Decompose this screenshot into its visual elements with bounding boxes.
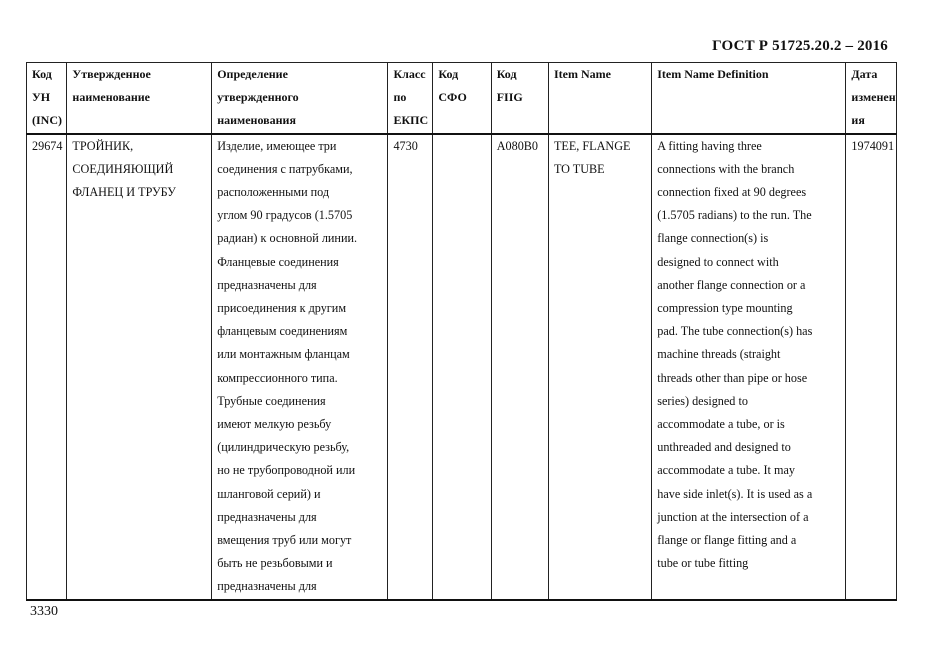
cell-line: Трубные соединения — [217, 393, 326, 408]
cell-line: accommodate a tube, or is — [657, 417, 785, 432]
cell-line: Определение — [217, 67, 288, 81]
header-sfo — [433, 63, 491, 134]
cell-line: tube or tube fitting — [657, 556, 749, 571]
cell-line: accommodate a tube. It may — [657, 463, 795, 478]
document-standard-header: ГОСТ Р 51725.20.2 – 2016 — [712, 38, 888, 54]
cell-definition — [212, 134, 388, 600]
cell-class — [388, 134, 433, 600]
cell-line: СОЕДИНЯЮЩИЙ — [72, 161, 174, 176]
cell-line: FIIG — [496, 90, 523, 105]
cell-line: предназначены для — [217, 277, 317, 292]
cell-line: Фланцевые соединения — [217, 254, 339, 269]
cell-line: имеют мелкую резьбу — [217, 417, 332, 432]
cell-line: Код — [438, 67, 459, 81]
cell-line: compression type mounting — [657, 301, 793, 316]
cell-line: junction at the intersection of a — [657, 509, 809, 524]
header-inc — [27, 63, 67, 134]
cell-line: (1.5705 radians) to the run. The — [657, 208, 812, 223]
cell-line: ТРОЙНИК, — [72, 138, 134, 153]
header-item-definition — [652, 63, 846, 134]
cell-line: flange connection(s) is — [657, 231, 769, 246]
header-class — [388, 63, 433, 134]
header-definition — [212, 63, 388, 134]
cell-item-name — [548, 134, 651, 600]
cell-line: designed to connect with — [657, 254, 779, 269]
cell-line: Item Name Definition — [657, 67, 769, 81]
cell-line: (INC) — [32, 113, 62, 128]
cell-line: быть не резьбовыми и — [217, 556, 333, 571]
cell-sfo — [433, 134, 491, 600]
cell-line: углом 90 градусов (1.5705 — [217, 208, 353, 223]
page-number: 3330 — [30, 604, 58, 619]
cell-line: pad. The tube connection(s) has — [657, 324, 813, 339]
cell-line: ФЛАНЕЦ И ТРУБУ — [72, 185, 176, 200]
cell-line: connections with the branch — [657, 161, 795, 176]
cell-line: (цилиндрическую резьбу, — [217, 440, 350, 455]
cell-line: УН — [32, 90, 51, 105]
cell-line: TEE, FLANGE — [553, 138, 631, 153]
cell-line: Утвержденное — [72, 67, 151, 81]
cell-line: изменен — [851, 90, 896, 105]
cell-line: threads other than pipe or hose — [657, 370, 808, 385]
table-header-row — [27, 63, 897, 134]
cell-line: another flange connection or a — [657, 277, 806, 292]
header-change-date — [846, 63, 897, 134]
cell-line: шланговой серий) и — [217, 486, 321, 501]
cell-line: наименования — [217, 113, 296, 128]
cell-line: A fitting having three — [657, 138, 762, 153]
catalog-table — [26, 62, 897, 601]
cell-line: flange or flange fitting and a — [657, 533, 797, 548]
cell-line: series) designed to — [657, 393, 748, 408]
cell-line: 1974091 — [851, 138, 895, 153]
cell-line: machine threads (straight — [657, 347, 781, 362]
cell-line: Item Name — [553, 67, 611, 81]
cell-line: Код — [32, 67, 52, 81]
cell-line: присоединения к другим — [217, 301, 347, 316]
cell-line: Изделие, имеющее три — [217, 138, 337, 153]
header-fiig — [491, 63, 548, 134]
cell-line: connection fixed at 90 degrees — [657, 185, 807, 200]
cell-line: 29674 — [32, 138, 63, 153]
cell-line: 4730 — [393, 138, 418, 153]
header-approved-name — [67, 63, 212, 134]
cell-change-date — [846, 134, 897, 600]
cell-line: или монтажным фланцам — [217, 347, 350, 362]
cell-inc — [27, 134, 67, 600]
cell-line: A080B0 — [496, 138, 539, 153]
cell-line: unthreaded and designed to — [657, 440, 791, 455]
header-item-name — [548, 63, 651, 134]
cell-line: have side inlet(s). It is used as a — [657, 486, 813, 501]
cell-item-definition — [652, 134, 846, 600]
cell-approved-name — [67, 134, 212, 600]
cell-line: Код — [496, 67, 517, 81]
cell-line: ЕКПС — [393, 113, 429, 128]
cell-line: СФО — [438, 90, 467, 105]
cell-line: расположенными под — [217, 185, 330, 200]
cell-line: Дата — [851, 67, 878, 81]
cell-line: радиан) к основной линии. — [217, 231, 358, 246]
cell-fiig — [491, 134, 548, 600]
cell-line: TO TUBE — [553, 161, 605, 176]
cell-line: ия — [851, 113, 865, 128]
cell-line: предназначены для — [217, 509, 317, 524]
cell-line: предназначены для — [217, 579, 317, 594]
cell-line: Класс — [393, 67, 426, 81]
cell-line: по — [393, 90, 407, 105]
cell-line: вмещения труб или могут — [217, 533, 352, 548]
cell-line: утвержденного — [217, 90, 299, 105]
table-row — [27, 134, 897, 600]
cell-line: но не трубопроводной или — [217, 463, 356, 478]
cell-line: соединения с патрубками, — [217, 161, 353, 176]
cell-line: компрессионного типа. — [217, 370, 338, 385]
cell-line: фланцевым соединениям — [217, 324, 348, 339]
cell-line: наименование — [72, 90, 150, 105]
